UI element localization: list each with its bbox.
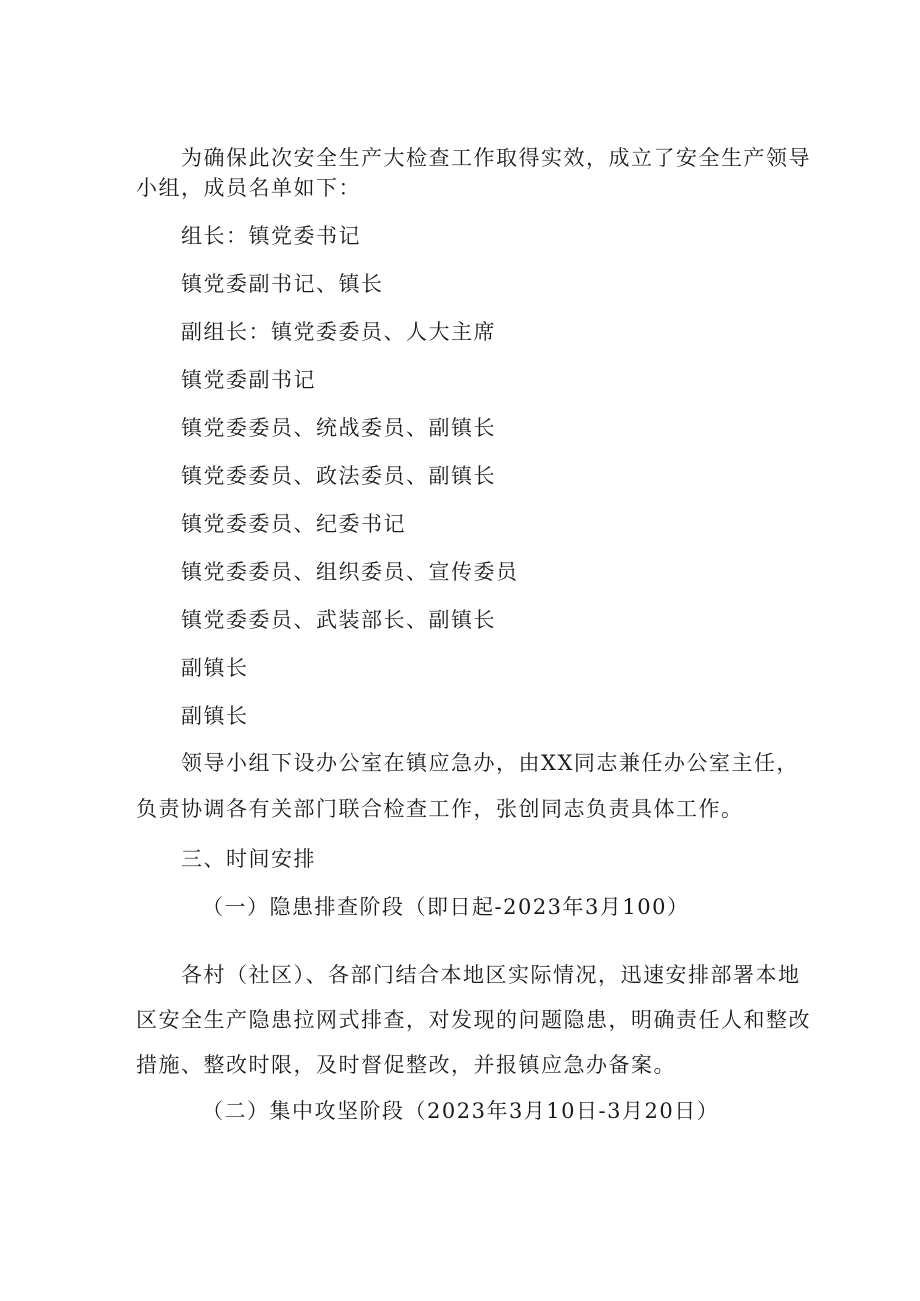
subheading-phase-2: （二）集中攻坚阶段（2023年3月10日-3月20日）: [202, 1099, 720, 1123]
member-line: 镇党委副书记: [181, 368, 316, 392]
paragraph-office-line-2: 负责协调各有关部门联合检查工作，张创同志负责具体工作。: [136, 797, 744, 821]
paragraph-phase-1-line-1: 各村（社区）、各部门结合本地区实际情况，迅速安排部署本地: [181, 963, 801, 987]
paragraph-intro-line-2: 小组，成员名单如下：: [136, 176, 361, 200]
member-deputy-leader: 副组长：镇党委委员、人大主席: [181, 320, 496, 344]
member-leader: 组长：镇党委书记: [181, 224, 361, 248]
member-line: 镇党委委员、武装部长、副镇长: [181, 608, 496, 632]
paragraph-phase-1-line-3: 措施、整改时限，及时督促整改，并报镇应急办备案。: [136, 1053, 676, 1077]
section-heading-schedule: 三、时间安排: [181, 847, 316, 871]
member-line: 镇党委委员、政法委员、副镇长: [181, 464, 496, 488]
paragraph-intro-line-1: 为确保此次安全生产大检查工作取得实效，成立了安全生产领导: [181, 146, 811, 170]
paragraph-office-line-1: 领导小组下设办公室在镇应急办，由XX同志兼任办公室主任，: [181, 751, 799, 775]
member-line: 镇党委委员、纪委书记: [181, 512, 406, 536]
subheading-phase-1: （一）隐患排查阶段（即日起-2023年3月100）: [202, 895, 690, 919]
member-line: 副镇长: [181, 704, 249, 728]
member-line: 副镇长: [181, 656, 249, 680]
member-line: 镇党委委员、组织委员、宣传委员: [181, 560, 519, 584]
member-line: 镇党委副书记、镇长: [181, 272, 384, 296]
paragraph-phase-1-line-2: 区安全生产隐患拉网式排查，对发现的问题隐患，明确责任人和整改: [136, 1008, 811, 1032]
member-line: 镇党委委员、统战委员、副镇长: [181, 416, 496, 440]
